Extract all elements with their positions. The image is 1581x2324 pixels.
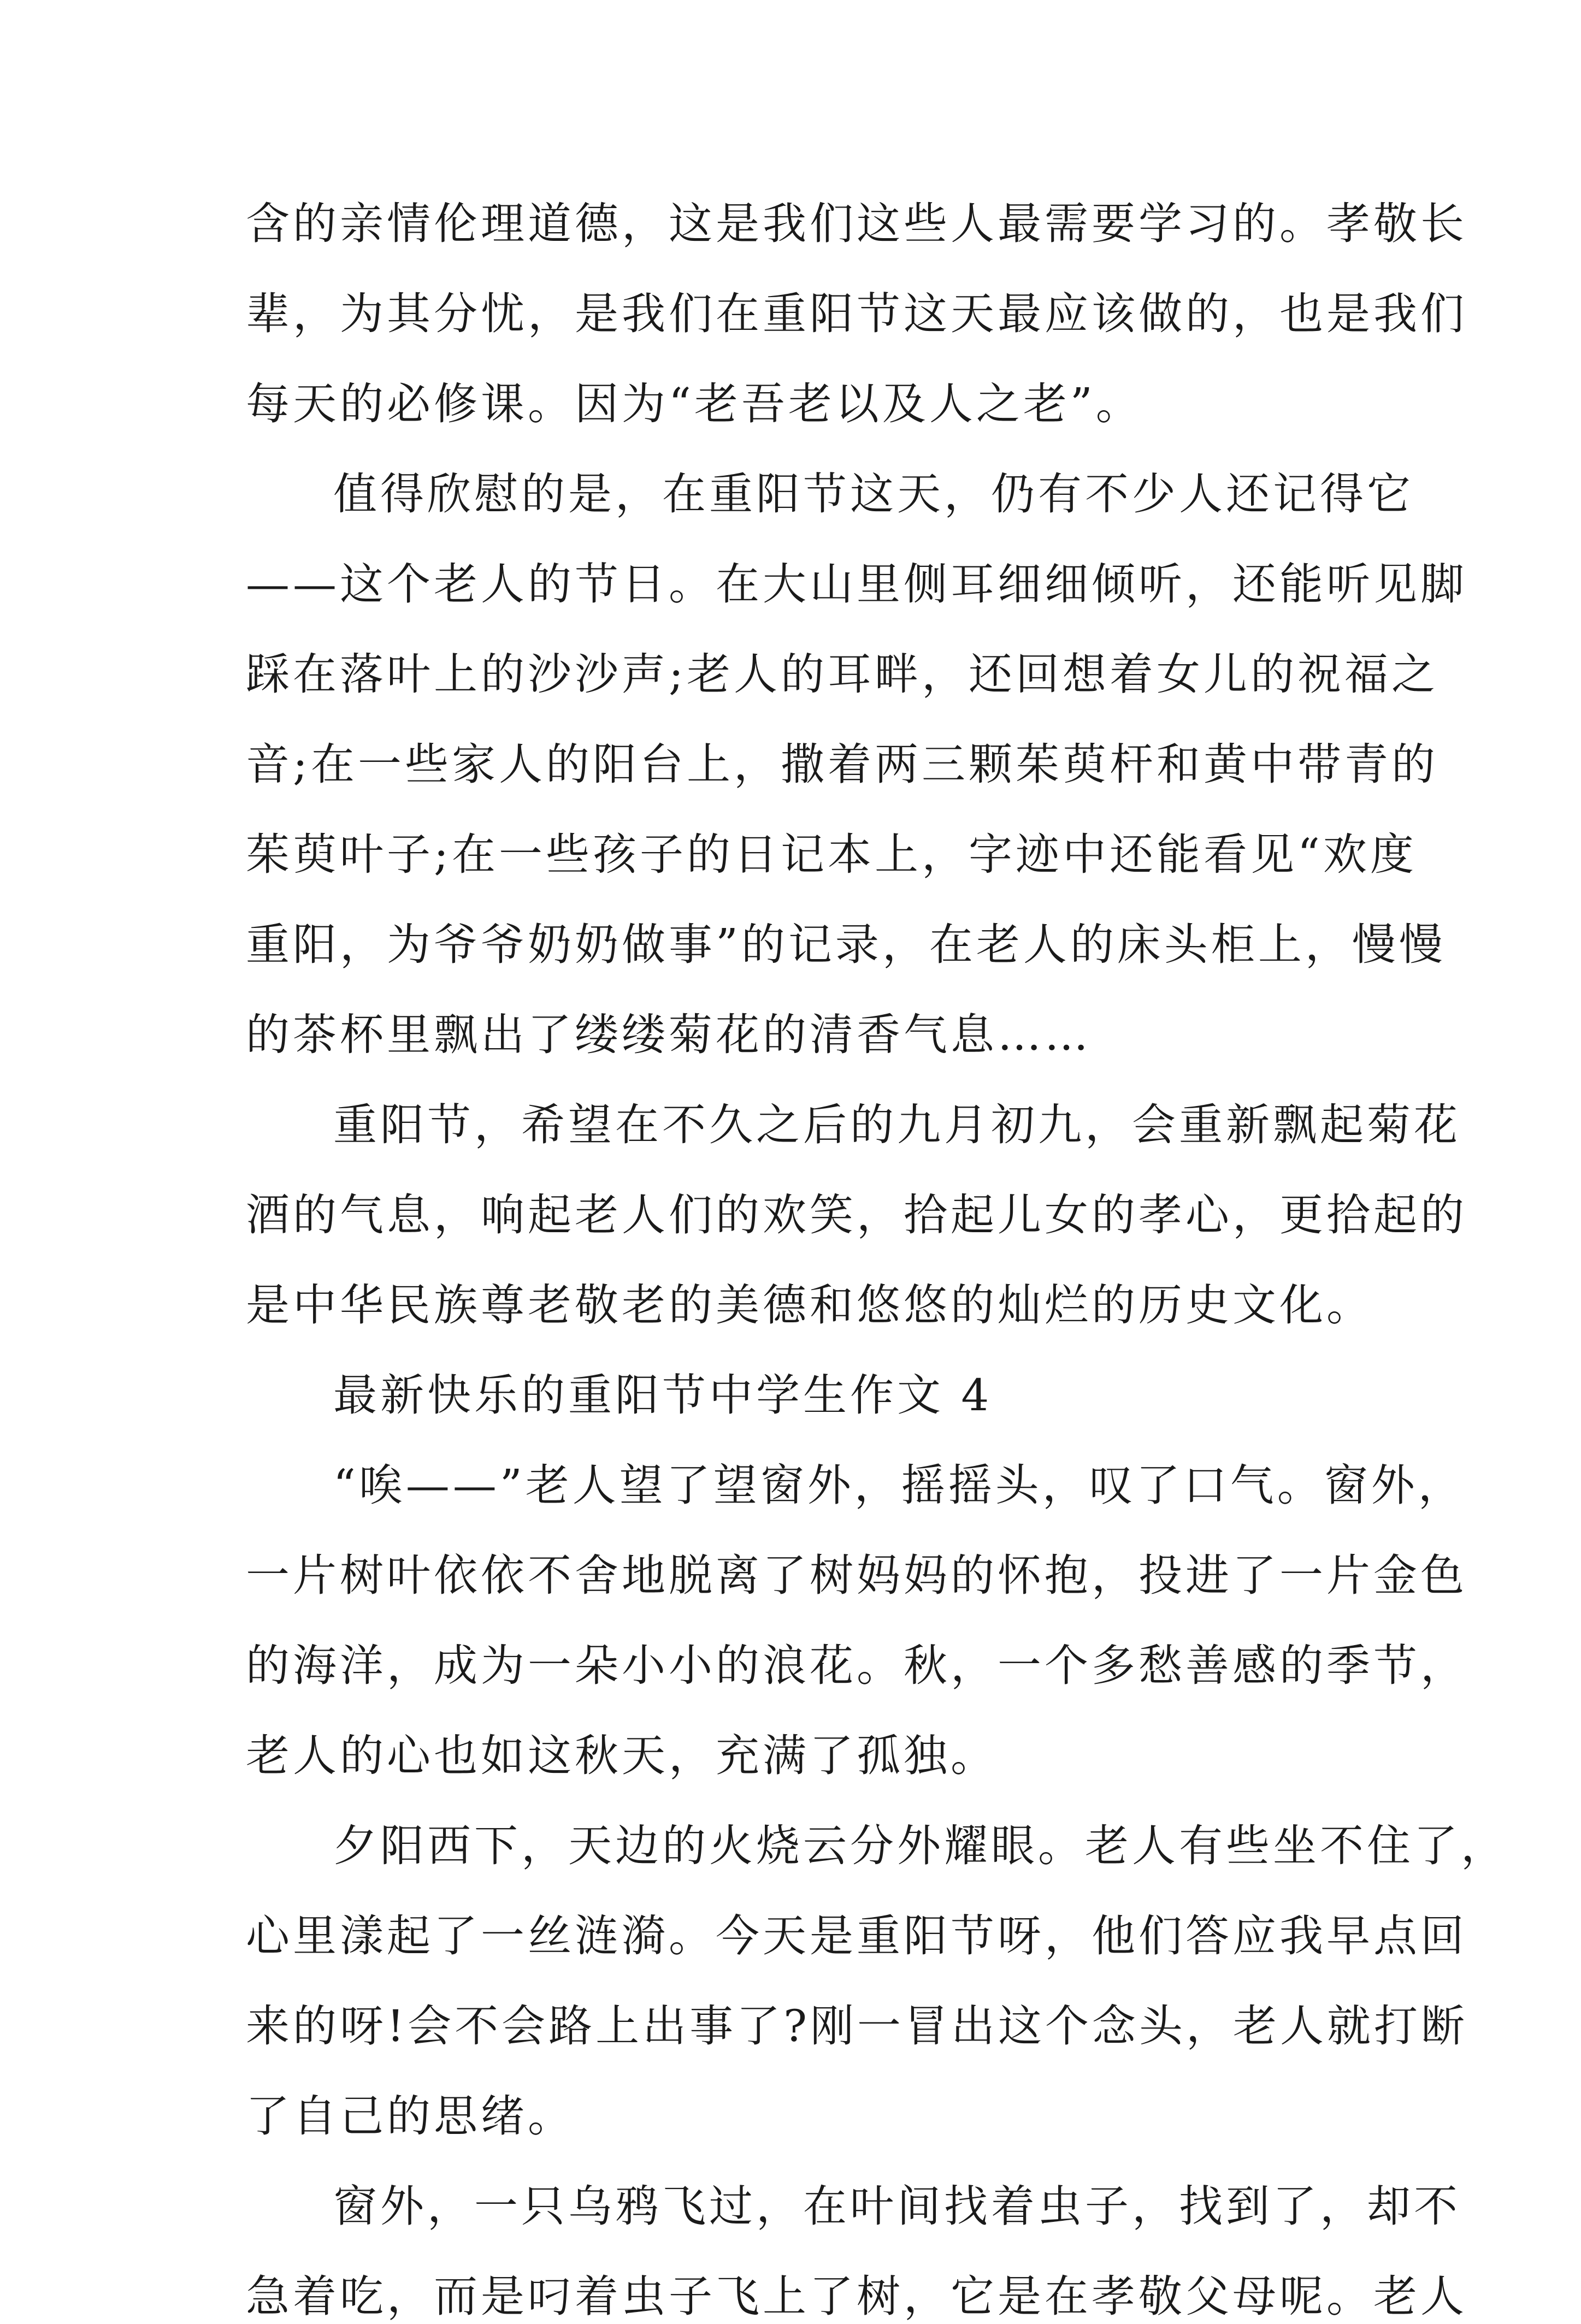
text-line: 踩在落叶上的沙沙声;老人的耳畔，还回想着女儿的祝福之 — [246, 649, 1438, 700]
paragraph-start: 重阳节，希望在不久之后的九月初九，会重新飘起菊花 — [333, 1099, 1461, 1150]
text-line: 老人的心也如这秋天，充满了孤独。 — [246, 1730, 998, 1781]
text-line: 心里漾起了一丝涟漪。今天是重阳节呀，他们答应我早点回 — [246, 1911, 1467, 1961]
text-line: 酒的气息，响起老人们的欢笑，拾起儿女的孝心，更拾起的 — [246, 1190, 1467, 1240]
paragraph-start: 夕阳西下，天边的火烧云分外耀眼。老人有些坐不住了， — [333, 1820, 1508, 1871]
text-line: 的茶杯里飘出了缕缕菊花的清香气息…… — [246, 1009, 1092, 1060]
section-heading: 最新快乐的重阳节中学生作文 4 — [333, 1370, 993, 1421]
paragraph-start: 窗外，一只乌鸦飞过，在叶间找着虫子，找到了，却不 — [333, 2181, 1461, 2232]
paragraph-start: 值得欣慰的是，在重阳节这天，仍有不少人还记得它 — [333, 469, 1414, 519]
text-line: 含的亲情伦理道德，这是我们这些人最需要学习的。孝敬长 — [246, 198, 1467, 249]
text-line: 来的呀!会不会路上出事了?刚一冒出这个念头，老人就打断 — [246, 2001, 1468, 2051]
text-line: 一片树叶依依不舍地脱离了树妈妈的怀抱，投进了一片金色 — [246, 1550, 1467, 1601]
text-line: 茱萸叶子;在一些孩子的日记本上，字迹中还能看见“欢度 — [246, 829, 1417, 880]
text-line: 音;在一些家人的阳台上，撒着两三颗茱萸杆和黄中带青的 — [246, 739, 1438, 790]
text-line: 重阳，为爷爷奶奶做事”的记录，在老人的床头柜上，慢慢 — [246, 919, 1446, 970]
text-line: 的海洋，成为一朵小小的浪花。秋，一个多愁善感的季节， — [246, 1640, 1467, 1691]
paragraph-start: “唉——”老人望了望窗外，摇摇头，叹了口气。窗外， — [333, 1460, 1465, 1511]
text-line: 是中华民族尊老敬老的美德和悠悠的灿烂的历史文化。 — [246, 1280, 1373, 1330]
text-line: 急着吃，而是叼着虫子飞上了树，它是在孝敬父母呢。老人 — [246, 2271, 1467, 2322]
text-line: 了自己的思绪。 — [246, 2091, 575, 2142]
text-line: ——这个老人的节日。在大山里侧耳细细倾听，还能听见脚 — [246, 559, 1467, 610]
text-line: 每天的必修课。因为“老吾老以及人之老”。 — [246, 379, 1143, 429]
text-line: 辈，为其分忧，是我们在重阳节这天最应该做的，也是我们 — [246, 288, 1467, 339]
